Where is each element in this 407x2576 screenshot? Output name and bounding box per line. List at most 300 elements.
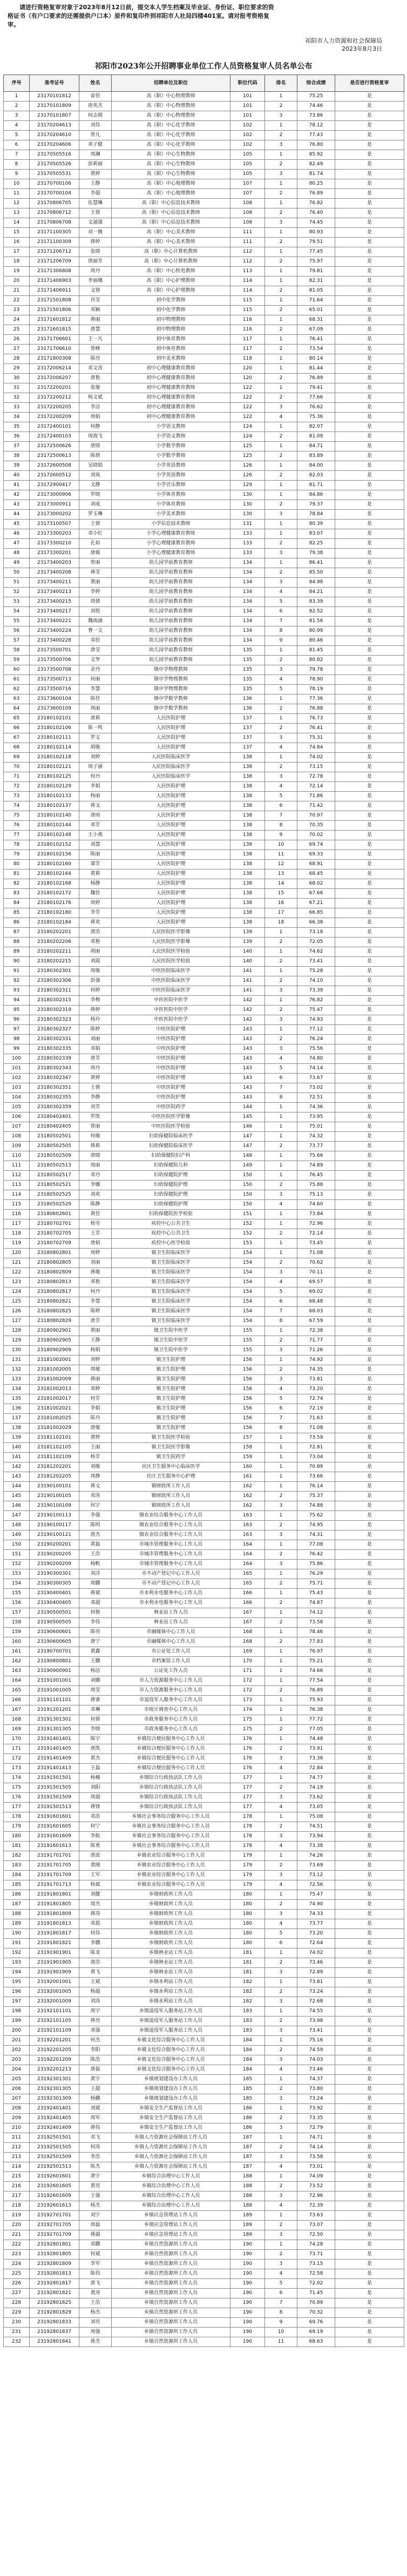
cell-position-code: 183 <box>230 2007 265 2017</box>
cell-position-code: 142 <box>230 1006 265 1015</box>
cell-unit-position: 中医医院临床医学 <box>112 976 230 986</box>
cell-rank: 2 <box>265 393 297 403</box>
cell-rank: 3 <box>265 1871 297 1880</box>
cell-seq: 85 <box>4 908 30 918</box>
table-row <box>4 1861 404 1871</box>
table-row <box>4 2230 404 2240</box>
cell-ticket-number: 23180502529 <box>30 1200 79 1210</box>
cell-rank: 2 <box>265 1744 297 1754</box>
cell-rank: 1 <box>265 315 297 325</box>
table-row <box>4 1482 404 1492</box>
cell-position-code: 138 <box>230 889 265 899</box>
cell-total-score: 73.77 <box>297 1919 335 1929</box>
cell-ticket-number: 23180802805 <box>30 1258 79 1268</box>
cell-ticket-number: 23190400405 <box>30 1599 79 1608</box>
cell-position-code: 156 <box>230 1375 265 1385</box>
cell-ticket-number: 23192601601 <box>30 2172 79 2182</box>
cell-unit-position: 初中体育教师 <box>112 345 230 354</box>
cell-name: 王小燕 <box>79 831 112 840</box>
cell-seq: 140 <box>4 1443 30 1453</box>
cell-unit-position: 幼儿园学前教育教师 <box>112 558 230 568</box>
cell-name: 周莹 <box>79 1686 112 1696</box>
cell-position-code: 138 <box>230 821 265 831</box>
header-unit-position: 招聘单位及职位 <box>112 75 230 92</box>
cell-rank: 2 <box>265 957 297 967</box>
cell-total-score: 75.01 <box>297 1122 335 1132</box>
cell-rank: 1 <box>265 1511 297 1521</box>
table-row <box>4 1346 404 1356</box>
cell-total-score: 73.54 <box>297 345 335 354</box>
table-row <box>4 315 404 325</box>
cell-seq: 116 <box>4 1210 30 1219</box>
cell-position-code: 187 <box>230 2162 265 2172</box>
cell-total-score: 76.40 <box>297 208 335 218</box>
cell-unit-position: 人民医院临床医学 <box>112 753 230 763</box>
cell-name: 李阳 <box>79 2046 112 2055</box>
cell-rank: 1 <box>265 1132 297 1142</box>
table-row <box>4 1783 404 1793</box>
cell-review: 是 <box>335 170 404 179</box>
cell-review: 是 <box>335 267 404 277</box>
table-row <box>4 1064 404 1074</box>
cell-rank: 2 <box>265 286 297 296</box>
cell-rank: 1 <box>265 1462 297 1472</box>
cell-seq: 222 <box>4 2240 30 2250</box>
cell-ticket-number: 23180102106 <box>30 724 79 733</box>
cell-total-score: 75.62 <box>297 1511 335 1521</box>
cell-name: 唐浩 <box>79 1958 112 1968</box>
cell-seq: 168 <box>4 1715 30 1725</box>
cell-ticket-number: 23173400221 <box>30 617 79 626</box>
cell-ticket-number: 23180302335 <box>30 1044 79 1054</box>
cell-unit-position: 镇农业综合服务中心工作人员 <box>112 1530 230 1540</box>
cell-unit-position: 镇农业综合服务中心工作人员 <box>112 1521 230 1530</box>
cell-ticket-number: 23191701705 <box>30 1861 79 1871</box>
table-row <box>4 1044 404 1054</box>
cell-seq: 179 <box>4 1822 30 1832</box>
cell-rank: 1 <box>265 1705 297 1715</box>
results-table <box>3 75 404 2347</box>
cell-rank: 1 <box>265 354 297 364</box>
cell-rank: 2 <box>265 1229 297 1239</box>
cell-unit-position: 乡镇农业综合服务中心工作人员 <box>112 1880 230 1890</box>
cell-name: 王倩 <box>79 1083 112 1093</box>
cell-rank: 1 <box>265 1628 297 1637</box>
cell-seq: 40 <box>4 471 30 481</box>
cell-total-score: 74.92 <box>297 1356 335 1365</box>
table-row <box>4 2143 404 2153</box>
cell-total-score: 74.77 <box>297 1773 335 1783</box>
cell-name: 邓艳 <box>79 938 112 947</box>
cell-review: 是 <box>335 2337 404 2347</box>
cell-rank: 3 <box>265 665 297 675</box>
cell-unit-position: 乡镇退役军人服务站工作人员 <box>112 2007 230 2017</box>
cell-review: 是 <box>335 247 404 257</box>
cell-position-code: 164 <box>230 1550 265 1560</box>
cell-seq: 4 <box>4 121 30 131</box>
table-row <box>4 1608 404 1618</box>
cell-review: 是 <box>335 1948 404 1958</box>
cell-total-score: 73.01 <box>297 2162 335 2172</box>
cell-review: 是 <box>335 617 404 626</box>
cell-ticket-number: 23192801821 <box>30 2289 79 2298</box>
cell-ticket-number: 23172400101 <box>30 422 79 432</box>
cell-unit-position: 中医医院医学影像 <box>112 1112 230 1122</box>
cell-rank: 1 <box>265 753 297 763</box>
cell-total-score: 71.64 <box>297 296 335 306</box>
cell-unit-position: 小学心理健康教育教师 <box>112 529 230 539</box>
cell-review: 是 <box>335 1287 404 1297</box>
cell-rank: 17 <box>265 908 297 918</box>
cell-seq: 31 <box>4 383 30 393</box>
cell-ticket-number: 23192001005 <box>30 1987 79 1997</box>
cell-ticket-number: 23180402401 <box>30 1112 79 1122</box>
cell-position-code: 116 <box>230 315 265 325</box>
cell-ticket-number: 23191901901 <box>30 1948 79 1958</box>
cell-ticket-number: 23192301309 <box>30 2094 79 2104</box>
cell-total-score: 76.29 <box>297 1569 335 1579</box>
cell-seq: 64 <box>4 704 30 714</box>
cell-review: 是 <box>335 646 404 656</box>
cell-unit-position: 初中心理健康教育教师 <box>112 393 230 403</box>
cell-position-code: 134 <box>230 636 265 646</box>
cell-ticket-number: 23180802801 <box>30 1249 79 1258</box>
table-body <box>4 92 404 2347</box>
cell-rank: 3 <box>265 111 297 121</box>
cell-ticket-number: 23180802825 <box>30 1307 79 1317</box>
table-row <box>4 345 404 354</box>
cell-unit-position: 镇卫生院护理 <box>112 1394 230 1404</box>
cell-name: 刘芳 <box>79 1103 112 1112</box>
cell-seq: 8 <box>4 160 30 170</box>
cell-ticket-number: 23181002021 <box>30 1404 79 1414</box>
cell-unit-position: 市水利水电服务中心工作人员 <box>112 1599 230 1608</box>
cell-rank: 10 <box>265 840 297 850</box>
table-row <box>4 2328 404 2337</box>
cell-name: 何敏 <box>79 1132 112 1142</box>
cell-name: 黄飞 <box>79 1968 112 1978</box>
cell-position-code: 161 <box>230 1472 265 1482</box>
cell-total-score: 75.88 <box>297 1181 335 1190</box>
cell-position-code: 187 <box>230 2153 265 2162</box>
cell-unit-position: 市城市管理服务中心工作人员 <box>112 1560 230 1569</box>
cell-review: 是 <box>335 228 404 238</box>
cell-rank: 2 <box>265 189 297 199</box>
cell-unit-position: 小学数学教师 <box>112 451 230 461</box>
cell-review: 是 <box>335 1181 404 1190</box>
cell-position-code: 129 <box>230 481 265 490</box>
cell-review: 是 <box>335 1910 404 1919</box>
cell-name: 黄磊 <box>79 1540 112 1550</box>
cell-unit-position: 人民医院护理 <box>112 831 230 840</box>
table-row <box>4 393 404 403</box>
cell-name: 蒋欢 <box>79 918 112 928</box>
cell-seq: 28 <box>4 354 30 364</box>
cell-name: 雷佳 <box>79 92 112 102</box>
table-row <box>4 831 404 840</box>
table-row <box>4 1239 404 1249</box>
cell-total-score: 68.31 <box>297 315 335 325</box>
cell-review: 是 <box>335 928 404 938</box>
cell-seq: 198 <box>4 2007 30 2017</box>
cell-ticket-number: 23181202201 <box>30 1462 79 1472</box>
header-seq: 序号 <box>4 75 30 92</box>
cell-ticket-number: 23170204610 <box>30 131 79 140</box>
cell-name: 李强 <box>79 1511 112 1521</box>
cell-name: 邓晨 <box>79 1919 112 1929</box>
cell-position-code: 168 <box>230 1637 265 1647</box>
cell-position-code: 138 <box>230 908 265 918</box>
cell-unit-position: 乡镇财政所工作人员 <box>112 1900 230 1910</box>
cell-review: 是 <box>335 131 404 140</box>
table-row <box>4 1200 404 1210</box>
cell-unit-position: 小学数学教师 <box>112 442 230 451</box>
cell-unit-position: 乡镇应急管理站工作人员 <box>112 2230 230 2240</box>
table-row <box>4 2308 404 2318</box>
cell-position-code: 190 <box>230 2318 265 2328</box>
cell-unit-position: 人民医院护理 <box>112 889 230 899</box>
cell-seq: 143 <box>4 1472 30 1482</box>
cell-name: 文华 <box>79 656 112 665</box>
cell-total-score: 81.74 <box>297 170 335 179</box>
cell-seq: 30 <box>4 374 30 383</box>
cell-total-score: 72.56 <box>297 1880 335 1890</box>
cell-ticket-number: 23180102137 <box>30 801 79 811</box>
cell-total-score: 67.59 <box>297 1317 335 1326</box>
cell-ticket-number: 23191801817 <box>30 1929 79 1939</box>
cell-seq: 185 <box>4 1880 30 1890</box>
cell-name: 邓小红 <box>79 529 112 539</box>
cell-rank: 3 <box>265 1910 297 1919</box>
cell-seq: 144 <box>4 1482 30 1492</box>
cell-total-score: 73.04 <box>297 1453 335 1462</box>
cell-name: 罗玉琳 <box>79 510 112 520</box>
cell-seq: 63 <box>4 694 30 704</box>
cell-unit-position: 市政务服务中心工作人员 <box>112 1725 230 1735</box>
cell-position-code: 117 <box>230 345 265 354</box>
cell-name: 张敏 <box>79 383 112 393</box>
cell-name: 邓芳 <box>79 821 112 831</box>
cell-name: 李军 <box>79 2260 112 2269</box>
table-row <box>4 529 404 539</box>
cell-name: 刘欢 <box>79 1190 112 1200</box>
cell-position-code: 188 <box>230 2191 265 2201</box>
cell-unit-position: 高（职）中心计算机教师 <box>112 247 230 257</box>
cell-review: 是 <box>335 354 404 364</box>
cell-name: 蒋涛 <box>79 1910 112 1919</box>
table-row <box>4 1006 404 1015</box>
cell-review: 是 <box>335 2308 404 2318</box>
cell-name: 唐宇 <box>79 2172 112 2182</box>
table-row <box>4 1725 404 1735</box>
cell-name: 李洁 <box>79 403 112 413</box>
cell-ticket-number: 23180102152 <box>30 840 79 850</box>
cell-total-score: 73.35 <box>297 2114 335 2123</box>
table-row <box>4 2269 404 2279</box>
cell-seq: 100 <box>4 1054 30 1064</box>
cell-name: 黄婷 <box>79 1433 112 1443</box>
table-row <box>4 1443 404 1453</box>
cell-ticket-number: 23191801813 <box>30 1919 79 1929</box>
cell-seq: 208 <box>4 2104 30 2114</box>
cell-unit-position: 乡镇综合治理中心工作人员 <box>112 2191 230 2201</box>
cell-review: 是 <box>335 607 404 617</box>
cell-review: 是 <box>335 1647 404 1657</box>
cell-rank: 3 <box>265 1968 297 1978</box>
cell-seq: 37 <box>4 442 30 451</box>
table-row <box>4 2162 404 2172</box>
cell-ticket-number: 23191101101 <box>30 1696 79 1705</box>
cell-position-code: 143 <box>230 1044 265 1054</box>
cell-seq: 197 <box>4 1997 30 2007</box>
cell-seq: 159 <box>4 1628 30 1637</box>
cell-seq: 91 <box>4 967 30 976</box>
cell-ticket-number: 23180102168 <box>30 879 79 889</box>
cell-ticket-number: 23173300201 <box>30 549 79 558</box>
cell-name: 蒋斌 <box>79 1589 112 1599</box>
cell-seq: 123 <box>4 1278 30 1287</box>
cell-rank: 2 <box>265 539 297 549</box>
cell-name: 刘娜 <box>79 1676 112 1686</box>
cell-review: 是 <box>335 1404 404 1414</box>
cell-review: 是 <box>335 140 404 150</box>
cell-rank: 1 <box>265 947 297 957</box>
cell-position-code: 175 <box>230 1725 265 1735</box>
cell-total-score: 73.98 <box>297 2017 335 2026</box>
cell-rank: 1 <box>265 1453 297 1462</box>
cell-name: 何斌 <box>79 2250 112 2260</box>
cell-ticket-number: 23173400224 <box>30 626 79 636</box>
cell-review: 是 <box>335 345 404 354</box>
cell-total-score: 74.84 <box>297 743 335 753</box>
cell-name: 蒋敏 <box>79 1268 112 1278</box>
table-row <box>4 694 404 704</box>
table-row <box>4 1326 404 1336</box>
cell-unit-position: 初中心理健康教育教师 <box>112 413 230 422</box>
cell-position-code: 190 <box>230 2337 265 2347</box>
cell-total-score: 84.86 <box>297 490 335 500</box>
cell-total-score: 74.09 <box>297 2172 335 2182</box>
cell-name: 何丹 <box>79 772 112 782</box>
cell-seq: 225 <box>4 2269 30 2279</box>
cell-unit-position: 妇幼保健院医学检验 <box>112 1210 230 1219</box>
cell-rank: 1 <box>265 1715 297 1725</box>
cell-review: 是 <box>335 1054 404 1064</box>
cell-ticket-number: 23190400401 <box>30 1589 79 1599</box>
cell-ticket-number: 23191901909 <box>30 1968 79 1978</box>
cell-total-score: 80.39 <box>297 520 335 529</box>
cell-ticket-number: 23173500708 <box>30 665 79 675</box>
cell-review: 是 <box>335 1803 404 1812</box>
cell-rank: 4 <box>265 2269 297 2279</box>
cell-seq: 44 <box>4 510 30 520</box>
cell-unit-position: 初中心理健康教育教师 <box>112 383 230 393</box>
cell-position-code: 120 <box>230 374 265 383</box>
cell-review: 是 <box>335 2036 404 2046</box>
cell-unit-position: 镇卫生院护理 <box>112 1385 230 1394</box>
cell-unit-position: 乡镇综合治理中心工作人员 <box>112 2182 230 2191</box>
cell-unit-position: 幼儿园学前教育教师 <box>112 597 230 607</box>
table-row <box>4 1842 404 1851</box>
cell-seq: 129 <box>4 1336 30 1346</box>
cell-ticket-number: 23192501509 <box>30 2153 79 2162</box>
cell-position-code: 174 <box>230 1705 265 1715</box>
cell-position-code: 124 <box>230 432 265 442</box>
cell-seq: 35 <box>4 422 30 432</box>
cell-ticket-number: 23173400203 <box>30 558 79 568</box>
cell-position-code: 141 <box>230 967 265 976</box>
cell-ticket-number: 23191001001 <box>30 1676 79 1686</box>
cell-total-score: 77.54 <box>297 1676 335 1686</box>
cell-unit-position: 人民医院医学检验 <box>112 947 230 957</box>
cell-name: 周子涵 <box>79 763 112 772</box>
table-row <box>4 1132 404 1142</box>
cell-unit-position: 乡镇自然资源所工作人员 <box>112 2308 230 2318</box>
table-row <box>4 2007 404 2017</box>
table-row <box>4 1375 404 1385</box>
cell-rank: 1 <box>265 296 297 306</box>
cell-unit-position: 幼儿园学前教育教师 <box>112 607 230 617</box>
cell-position-code: 177 <box>230 1793 265 1803</box>
table-row <box>4 821 404 831</box>
cell-ticket-number: 23192001001 <box>30 1978 79 1987</box>
cell-position-code: 133 <box>230 549 265 558</box>
cell-ticket-number: 23192601605 <box>30 2182 79 2191</box>
cell-rank: 1 <box>265 558 297 568</box>
table-row <box>4 1637 404 1647</box>
cell-name: 王浩 <box>79 2298 112 2308</box>
cell-ticket-number: 23180102140 <box>30 811 79 821</box>
cell-seq: 105 <box>4 1103 30 1112</box>
cell-total-score: 73.71 <box>297 2250 335 2260</box>
cell-position-code: 166 <box>230 1589 265 1599</box>
cell-unit-position: 社区卫生服务中心临床医学 <box>112 1462 230 1472</box>
cell-name: 何志刚 <box>79 111 112 121</box>
cell-ticket-number: 23172200212 <box>30 393 79 403</box>
cell-seq: 214 <box>4 2162 30 2172</box>
cell-position-code: 143 <box>230 1035 265 1044</box>
cell-seq: 171 <box>4 1744 30 1754</box>
cell-review: 是 <box>335 2318 404 2328</box>
cell-ticket-number: 23180902901 <box>30 1326 79 1336</box>
cell-seq: 130 <box>4 1346 30 1356</box>
cell-name: 何倩 <box>79 1715 112 1725</box>
cell-ticket-number: 23191501501 <box>30 1773 79 1783</box>
cell-total-score: 74.35 <box>297 1365 335 1375</box>
cell-unit-position: 市人力资源服务中心工作人员 <box>112 1686 230 1696</box>
cell-total-score: 78.19 <box>297 685 335 694</box>
cell-unit-position: 乡镇水利站工作人员 <box>112 1978 230 1987</box>
cell-total-score: 74.51 <box>297 1822 335 1832</box>
cell-ticket-number: 23181102109 <box>30 1453 79 1462</box>
cell-seq: 22 <box>4 296 30 306</box>
cell-ticket-number: 23192201201 <box>30 2036 79 2046</box>
cell-unit-position: 疾控中心医学检验 <box>112 1239 230 1249</box>
cell-ticket-number: 23191501509 <box>30 1793 79 1803</box>
cell-seq: 108 <box>4 1132 30 1142</box>
cell-unit-position: 乡镇文化综合服务中心工作人员 <box>112 2036 230 2046</box>
cell-rank: 10 <box>265 2328 297 2337</box>
cell-unit-position: 幼儿园学前教育教师 <box>112 578 230 588</box>
cell-ticket-number: 23180102160 <box>30 860 79 869</box>
cell-total-score: 73.24 <box>297 2094 335 2104</box>
cell-rank: 1 <box>265 1171 297 1181</box>
cell-ticket-number: 23190200205 <box>30 1550 79 1560</box>
cell-rank: 5 <box>265 2279 297 2289</box>
cell-ticket-number: 23180802829 <box>30 1317 79 1326</box>
cell-name: 杨斌 <box>79 1880 112 1890</box>
cell-ticket-number: 23180102156 <box>30 850 79 860</box>
